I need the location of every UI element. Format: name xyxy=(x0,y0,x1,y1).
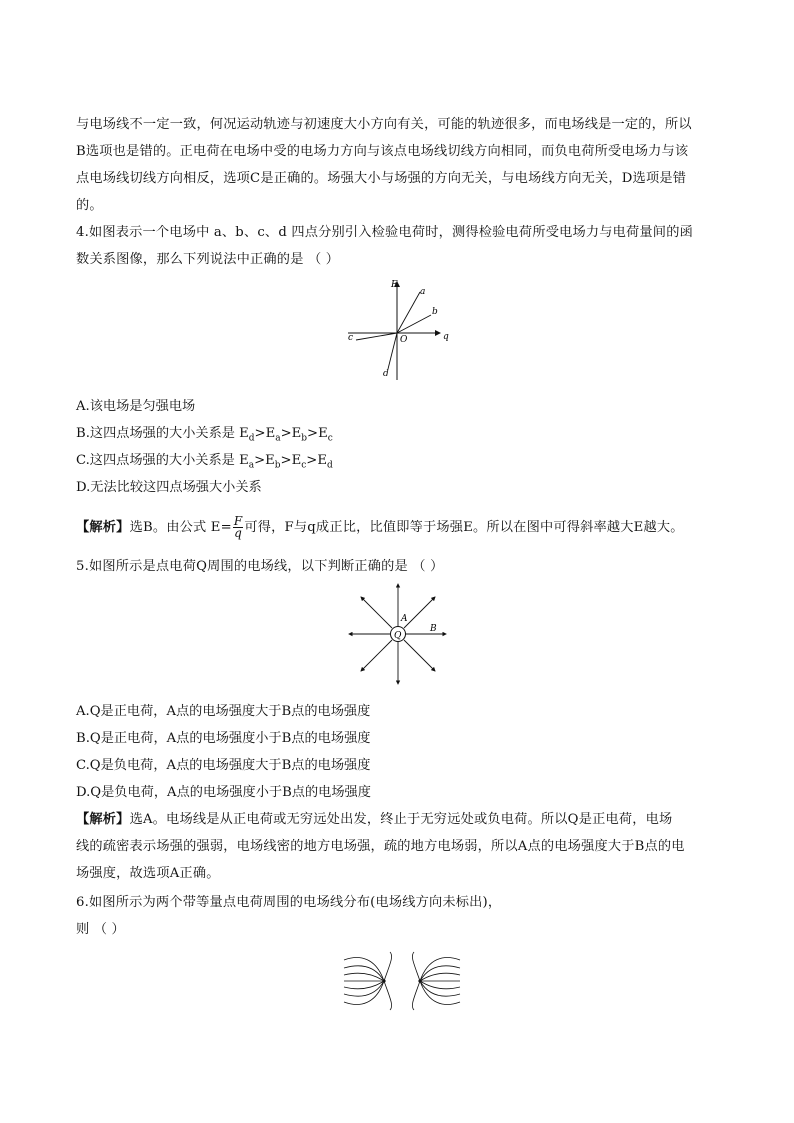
q5-stem: 5.如图所示是点电荷Q周围的电场线，以下判断正确的是 （ ） xyxy=(76,559,444,574)
q4-stem-line-1: 4.如图表示一个电场中 a、b、c、d 四点分别引入检验电荷时，测得检验电荷所受电场力与电荷量间的函 xyxy=(76,225,693,240)
q6-stem-line-1: 6.如图所示为两个带等量点电荷周围的电场线分布(电场线方向未标出)， xyxy=(76,895,502,910)
label-q: q xyxy=(443,332,449,342)
label-c: c xyxy=(348,333,354,343)
q5-option-c: C.Q是负电荷，A点的电场强度大于B点的电场强度 xyxy=(76,758,371,773)
q5-analysis-line-1: 【解析】选A。电场线是从正电荷或无穷远处出发，终止于无穷远处或负电荷。所以Q是正电荷，电场 xyxy=(76,812,673,827)
label-b: b xyxy=(432,307,438,317)
line-c xyxy=(356,333,397,340)
label-a: a xyxy=(420,287,426,297)
q4-force-charge-graph xyxy=(340,276,460,384)
q4-option-c: C.这四点场强的大小关系是 $E_a>E_b>E_c>E_d$ xyxy=(76,453,333,471)
q5-option-a: A.Q是正电荷，A点的电场强度大于B点的电场强度 xyxy=(76,704,371,719)
intro-line-2: B选项也是错的。正电荷在电场中受的电场力方向与该点电场线切线方向相同，而负电荷所受电场力与该 xyxy=(76,144,689,159)
q6-two-charges-field xyxy=(340,950,464,1012)
right-charge-dot xyxy=(418,979,421,982)
label-f: F xyxy=(391,280,398,290)
q4-option-b: B.这四点场强的大小关系是 $E_d>E_a>E_b>E_c$ xyxy=(76,426,333,444)
label-q-charge: Q xyxy=(394,631,402,641)
q5-point-charge-field xyxy=(346,582,450,686)
intro-line-1: 与电场线不一定一致，何况运动轨迹与初速度大小方向有关，可能的轨迹很多，而电场线是一定的，所以 xyxy=(76,117,692,132)
q5-analysis-line-3: 场强度，故选项A正确。 xyxy=(76,866,220,881)
analysis-tag: 【解析】 xyxy=(76,520,130,535)
analysis-tag: 【解析】 xyxy=(76,812,130,827)
q5-option-d: D.Q是负电荷，A点的电场强度小于B点的电场强度 xyxy=(76,785,371,800)
q4-analysis: 【解析】选B。由公式 E= $\frac{F}{q}$ 可得，F与q成正比，比值即等于场强E。所以在图中可得斜率越大E越大。 xyxy=(76,514,684,540)
intro-line-4: 的。 xyxy=(76,198,103,213)
q4-option-a: A.该电场是匀强电场 xyxy=(76,399,196,414)
q5-option-b: B.Q是正电荷，A点的电场强度小于B点的电场强度 xyxy=(76,731,371,746)
q6-stem-line-2: 则 （ ） xyxy=(76,922,125,937)
q4-option-d: D.无法比较这四点场强大小关系 xyxy=(76,480,262,495)
intro-line-3: 点电场线切线方向相反，选项C是正确的。场强大小与场强的方向无关，与电场线方向无关，D选项是错 xyxy=(76,171,687,186)
q5-analysis-line-2: 线的疏密表示场强的强弱，电场线密的地方电场强，疏的地方电场弱，所以A点的电场强度大于B点的电 xyxy=(76,839,685,854)
left-charge-dot xyxy=(382,979,385,982)
fraction-f-over-q: $\frac{F}{q}$ xyxy=(233,514,243,540)
line-d xyxy=(388,333,397,369)
label-o: O xyxy=(400,335,408,345)
label-point-a: A xyxy=(401,614,408,624)
q4-stem-line-2: 数关系图像，那么下列说法中正确的是 （ ） xyxy=(76,252,340,267)
label-d: d xyxy=(383,369,389,379)
label-point-b: B xyxy=(430,624,437,634)
